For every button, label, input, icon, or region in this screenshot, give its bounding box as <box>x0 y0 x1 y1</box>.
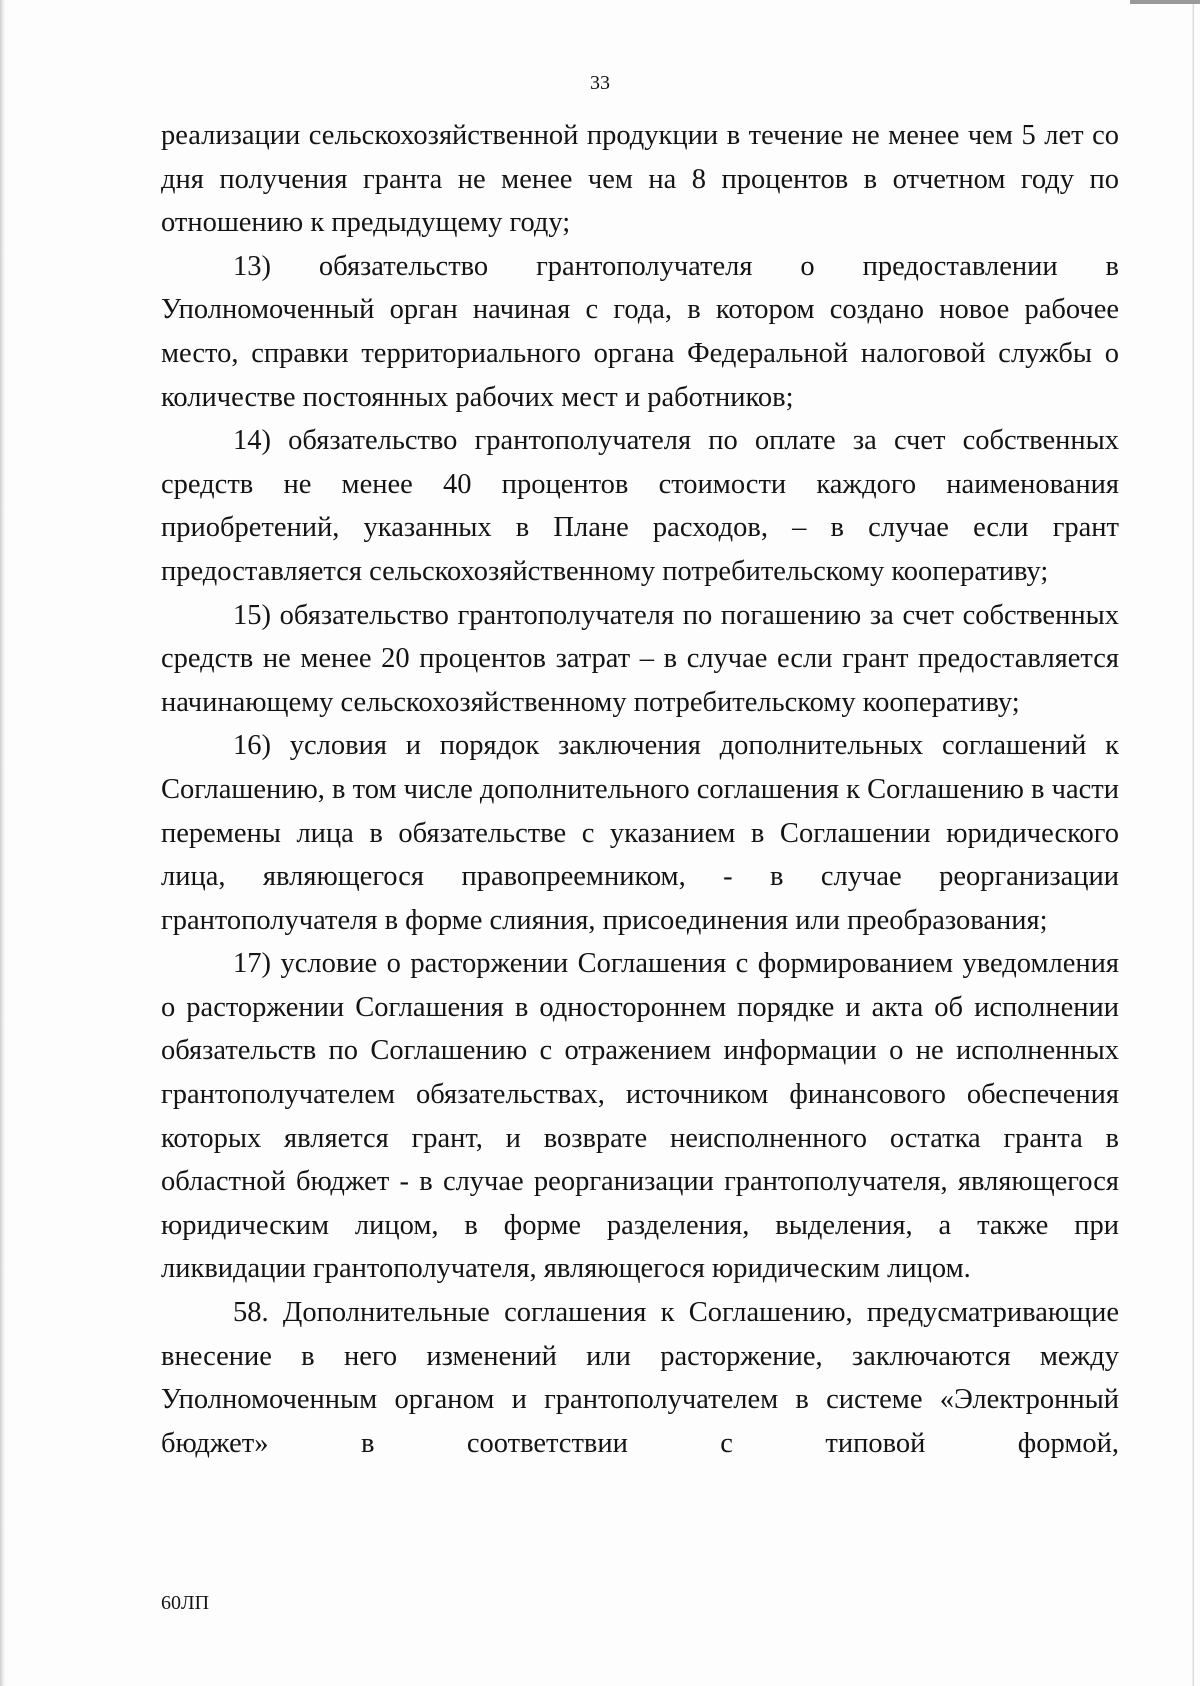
page-number: 33 <box>590 72 610 94</box>
paragraph-continuation: реализации сельскохозяйственной продукции в течение не менее чем 5 лет со дня получения гранта не менее чем на 8 процентов в отчетном году по отношению к предыдущему году; <box>161 120 1119 239</box>
scan-edge-right <box>1186 0 1200 1686</box>
document-body <box>161 114 1119 1465</box>
paragraph-item-13: 13) обязательство грантополучателя о предоставлении в Уполномоченный орган начиная с года, в котором создано новое рабочее место, справки территориального органа Федеральной налоговой службы о количестве постоянных рабочих мест и работников; <box>161 250 1119 413</box>
paragraph-item-58: 58. Дополнительные соглашения к Соглашению, предусматривающие внесение в него изменений или расторжение, заключаются между Уполномоченным органом и грантополучателем в системе «Электронный бюджет» в соответствии с типовой формой, <box>161 1297 1119 1459</box>
paragraph-item-16: 16) условия и порядок заключения дополнительных соглашений к Соглашению, в том числе дополнительного соглашения к Соглашению в части перемены лица в обязательстве с указанием в Соглашении юридического лица, являющегося правопреемником, - в случае реорганизации грантополучателя в форме слияния, присоединения или преобразования; <box>161 730 1119 936</box>
paragraph-item-17: 17) условие о расторжении Соглашения с формированием уведомления о расторжении Соглашения в одностороннем порядке и акта об исполнении обязательств по Соглашению с отражением информации о не исполненных грантополучателем обязательствах, источником финансового обеспечения которых является грант, и возврате неисполненного остатка гранта в областной бюджет - в случае реорганизации грантополучателя, являющегося юридическим лицом, в форме разделения, выделения, а также при ликвидации грантополучателя, являющегося юридическим лицом. <box>161 948 1119 1285</box>
scan-edge-left <box>0 0 6 1686</box>
scan-corner-mark <box>1130 0 1200 4</box>
paragraph-item-14: 14) обязательство грантополучателя по оплате за счет собственных средств не менее 40 процентов стоимости каждого наименования приобретений, указанных в Плане расходов, – в случае если грант предоставляется сельскохозяйственному потребительскому кооперативу; <box>161 425 1119 587</box>
paragraph-item-15: 15) обязательство грантополучателя по погашению за счет собственных средств не менее 20 процентов затрат – в случае если грант предоставляется начинающему сельскохозяйственному потребительскому кооперативу; <box>161 599 1119 718</box>
footer-document-code: 60ЛП <box>161 1592 210 1614</box>
